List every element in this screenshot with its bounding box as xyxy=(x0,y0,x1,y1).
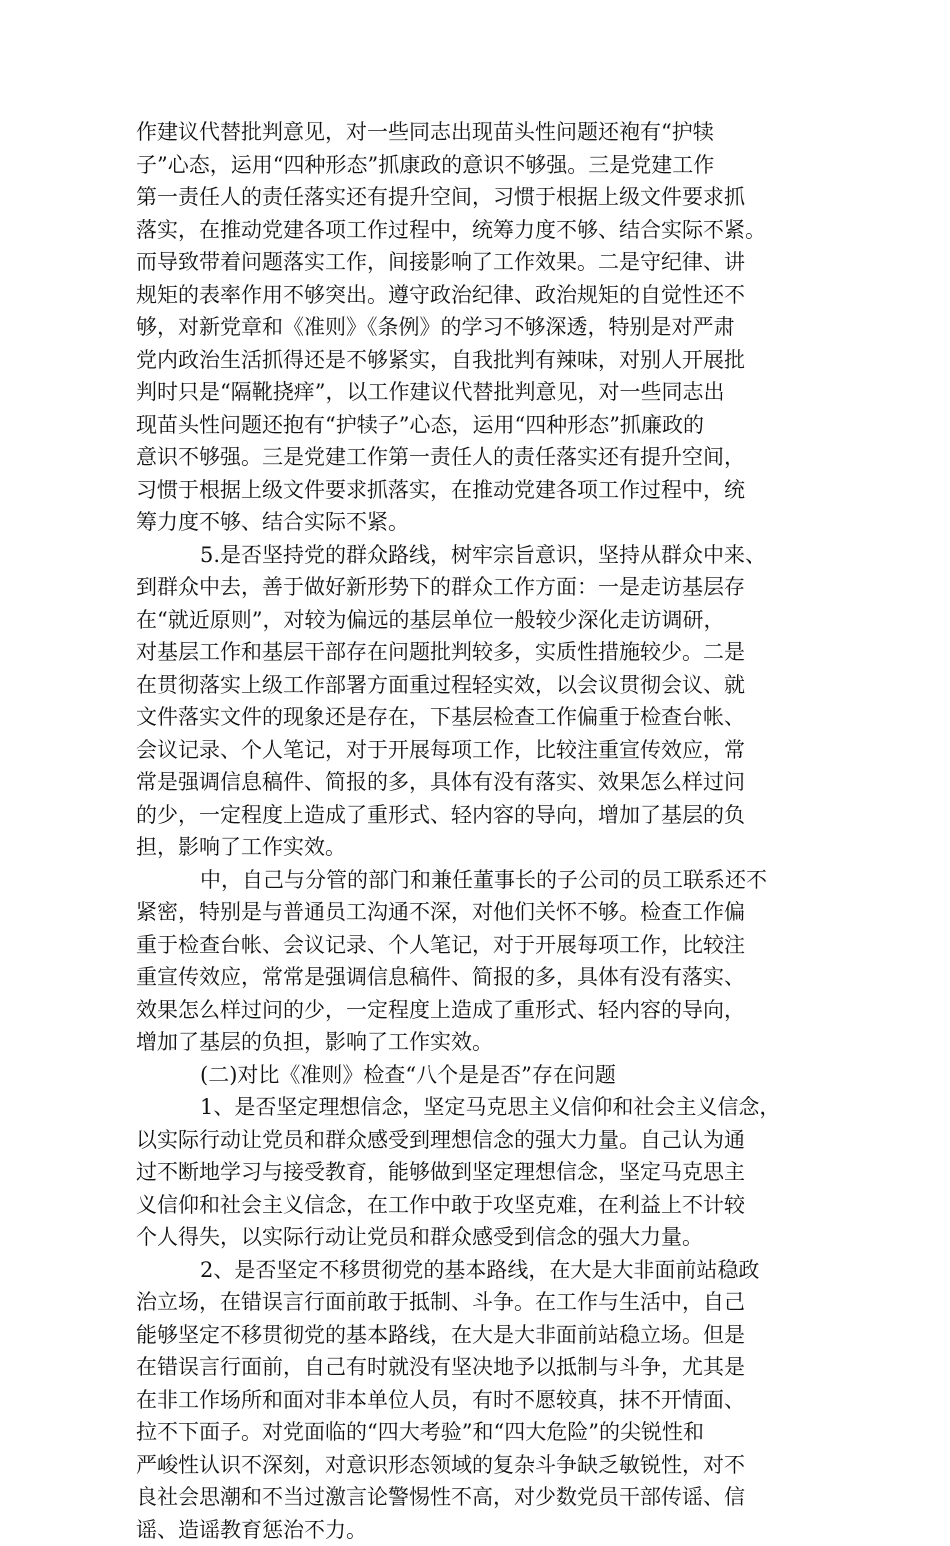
text-line: 担，影响了工作实效。 xyxy=(136,831,826,864)
text-line: 严峻性认识不深刻，对意识形态领域的复杂斗争缺乏敏锐性，对不 xyxy=(136,1449,826,1482)
text-line: 党内政治生活抓得还是不够紧实，自我批判有辣味，对别人开展批 xyxy=(136,344,826,377)
text-line: 在贯彻落实上级工作部署方面重过程轻实效，以会议贯彻会议、就 xyxy=(136,669,826,702)
text-line: 在“就近原则”，对较为偏远的基层单位一般较少深化走访调研， xyxy=(136,604,826,637)
text-line: 5.是否坚持党的群众路线，树牢宗旨意识，坚持从群众中来、 xyxy=(136,539,826,572)
text-line: 个人得失，以实际行动让党员和群众感受到信念的强大力量。 xyxy=(136,1221,826,1254)
text-line: 增加了基层的负担，影响了工作实效。 xyxy=(136,1026,826,1059)
text-line: 判时只是“隔靴挠痒”，以工作建议代替批判意见，对一些同志出 xyxy=(136,376,826,409)
document-body xyxy=(136,116,826,1546)
text-line: 以实际行动让党员和群众感受到理想信念的强大力量。自己认为通 xyxy=(136,1124,826,1157)
text-line: 在非工作场所和面对非本单位人员，有时不愿较真，抹不开情面、 xyxy=(136,1384,826,1417)
text-line: 效果怎么样过问的少，一定程度上造成了重形式、轻内容的导向， xyxy=(136,994,826,1027)
text-line: 落实，在推动党建各项工作过程中，统筹力度不够、结合实际不紧。 xyxy=(136,214,826,247)
text-line: 第一责任人的责任落实还有提升空间，习惯于根据上级文件要求抓 xyxy=(136,181,826,214)
text-line: 而导致带着问题落实工作，间接影响了工作效果。二是守纪律、讲 xyxy=(136,246,826,279)
text-line: 习惯于根据上级文件要求抓落实，在推动党建各项工作过程中，统 xyxy=(136,474,826,507)
text-line: 1、是否坚定理想信念，坚定马克思主义信仰和社会主义信念， xyxy=(136,1091,826,1124)
text-line: 意识不够强。三是党建工作第一责任人的责任落实还有提升空间， xyxy=(136,441,826,474)
text-line: 现苗头性问题还抱有“护犊子”心态，运用“四种形态”抓廉政的 xyxy=(136,409,826,442)
text-line: 的少，一定程度上造成了重形式、轻内容的导向，增加了基层的负 xyxy=(136,799,826,832)
text-line: 治立场，在错误言行面前敢于抵制、斗争。在工作与生活中，自己 xyxy=(136,1286,826,1319)
text-line: (二)对比《准则》检查“八个是是否”存在问题 xyxy=(136,1059,826,1092)
text-line: 子”心态，运用“四种形态”抓康政的意识不够强。三是党建工作 xyxy=(136,149,826,182)
text-line: 对基层工作和基层干部存在问题批判较多，实质性措施较少。二是 xyxy=(136,636,826,669)
text-line: 过不断地学习与接受教育，能够做到坚定理想信念，坚定马克思主 xyxy=(136,1156,826,1189)
text-line: 良社会思潮和不当过激言论警惕性不高，对少数党员干部传谣、信 xyxy=(136,1481,826,1514)
text-line: 筹力度不够、结合实际不紧。 xyxy=(136,506,826,539)
text-line: 会议记录、个人笔记，对于开展每项工作，比较注重宣传效应，常 xyxy=(136,734,826,767)
text-line: 拉不下面子。对党面临的“四大考验”和“四大危险”的尖锐性和 xyxy=(136,1416,826,1449)
text-line: 规矩的表率作用不够突出。遵守政治纪律、政治规矩的自觉性还不 xyxy=(136,279,826,312)
text-line: 到群众中去，善于做好新形势下的群众工作方面：一是走访基层存 xyxy=(136,571,826,604)
text-line: 2、是否坚定不移贯彻党的基本路线，在大是大非面前站稳政 xyxy=(136,1254,826,1287)
text-line: 重于检查台帐、会议记录、个人笔记，对于开展每项工作，比较注 xyxy=(136,929,826,962)
text-line: 够，对新党章和《准则》《条例》的学习不够深透，特别是对严肃 xyxy=(136,311,826,344)
text-line: 谣、造谣教育惩治不力。 xyxy=(136,1514,826,1546)
text-line: 在错误言行面前，自己有时就没有坚决地予以抵制与斗争，尤其是 xyxy=(136,1351,826,1384)
text-line: 能够坚定不移贯彻党的基本路线，在大是大非面前站稳立场。但是 xyxy=(136,1319,826,1352)
text-line: 义信仰和社会主义信念，在工作中敢于攻坚克难，在利益上不计较 xyxy=(136,1189,826,1222)
text-line: 常是强调信息稿件、简报的多，具体有没有落实、效果怎么样过问 xyxy=(136,766,826,799)
text-line: 紧密，特别是与普通员工沟通不深，对他们关怀不够。检查工作偏 xyxy=(136,896,826,929)
text-line: 重宣传效应，常常是强调信息稿件、简报的多，具体有没有落实、 xyxy=(136,961,826,994)
text-line: 中，自己与分管的部门和兼任董事长的子公司的员工联系还不 xyxy=(136,864,826,897)
text-line: 作建议代替批判意见，对一些同志出现苗头性问题还袍有“护犊 xyxy=(136,116,826,149)
text-line: 文件落实文件的现象还是存在，下基层检查工作偏重于检查台帐、 xyxy=(136,701,826,734)
